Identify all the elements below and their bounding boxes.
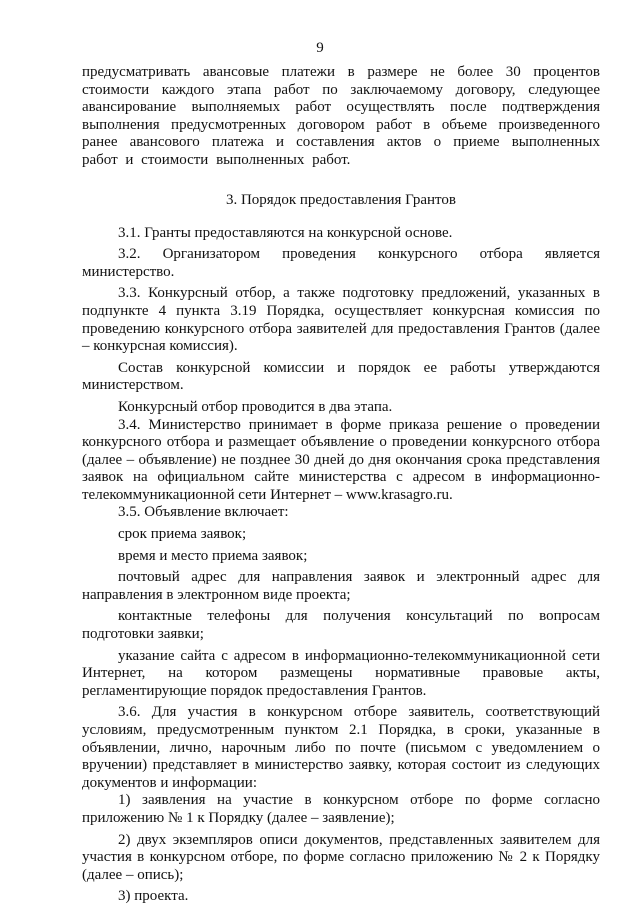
paragraph-3-1: 3.1. Гранты предоставляются на конкурсной основе. [118,224,453,241]
intro-paragraph: предусматривать авансовые платежи в размере не более 30 процентов стоимости каждого этапа работ по заключаемому договору, следующее авансирование выполняемых работ осуществлять после подтверждения выполнения предусмотренных договором работ в объеме произведенного ранее авансового платежа и составления актов о приеме выполненных работ и стоимости выполненных работ. [82,64,600,168]
paragraph-3-5: 3.5. Объявление включает: [118,504,289,521]
list-item-addresses: почтовый адрес для направления заявок и электронный адрес для направления в электронном виде проекта; [82,569,600,603]
paragraph-3-4: 3.4. Министерство принимает в форме приказа решение о проведении конкурсного отбора и размещает объявление о проведении конкурсного отбора (далее – объявление) не позднее 30 дней до дня окончания срока представления заявок на официальном сайте министерства с адресом в информационно-телекоммуникационной сети Интернет – www.krasagro.ru. [82,416,600,503]
document-item-2: 2) двух экземпляров описи документов, представленных заявителем для участия в конкурсном отборе, по форме согласно приложению № 2 к Порядку (далее – опись); [82,831,600,883]
document-item-1: 1) заявления на участие в конкурсном отборе по форме согласно приложению № 1 к Порядку (далее – заявление); [82,792,600,826]
paragraph-3-2: 3.2. Организатором проведения конкурсного отбора является министерство. [82,246,600,280]
paragraph-commission: Состав конкурсной комиссии и порядок ее работы утверждаются министерством. [82,359,600,394]
document-body [82,64,600,906]
page-number: 9 [316,40,324,56]
paragraph-3-3: 3.3. Конкурсный отбор, а также подготовку предложений, указанных в подпункте 4 пункта 3.19 Порядка, осуществляет конкурсная комиссия по проведению конкурсного отбора заявителей для предоставления Грантов (далее – конкурсная комиссия). [82,285,600,355]
list-item-website: указание сайта с адресом в информационно-телекоммуникационной сети Интернет, на котором размещены нормативные правовые акты, регламентирующие порядок предоставления Грантов. [82,647,600,699]
list-item-deadline: срок приема заявок; [118,526,247,543]
paragraph-3-6: 3.6. Для участия в конкурсном отборе заявитель, соответствующий условиям, предусмотренным пунктом 2.1 Порядка, в сроки, указанные в объявлении, лично, нарочным либо по почте (письмом с уведомлением о вручении) представляет в министерство заявку, которая состоит из следующих документов и информации: [82,704,600,791]
paragraph-two-stages: Конкурсный отбор проводится в два этапа. [118,398,393,415]
list-item-time-place: время и место приема заявок; [118,547,308,564]
section-heading: 3. Порядок предоставления Грантов [225,191,457,208]
document-item-3: 3) проекта. [118,888,189,905]
list-item-phones: контактные телефоны для получения консультаций по вопросам подготовки заявки; [82,608,600,643]
